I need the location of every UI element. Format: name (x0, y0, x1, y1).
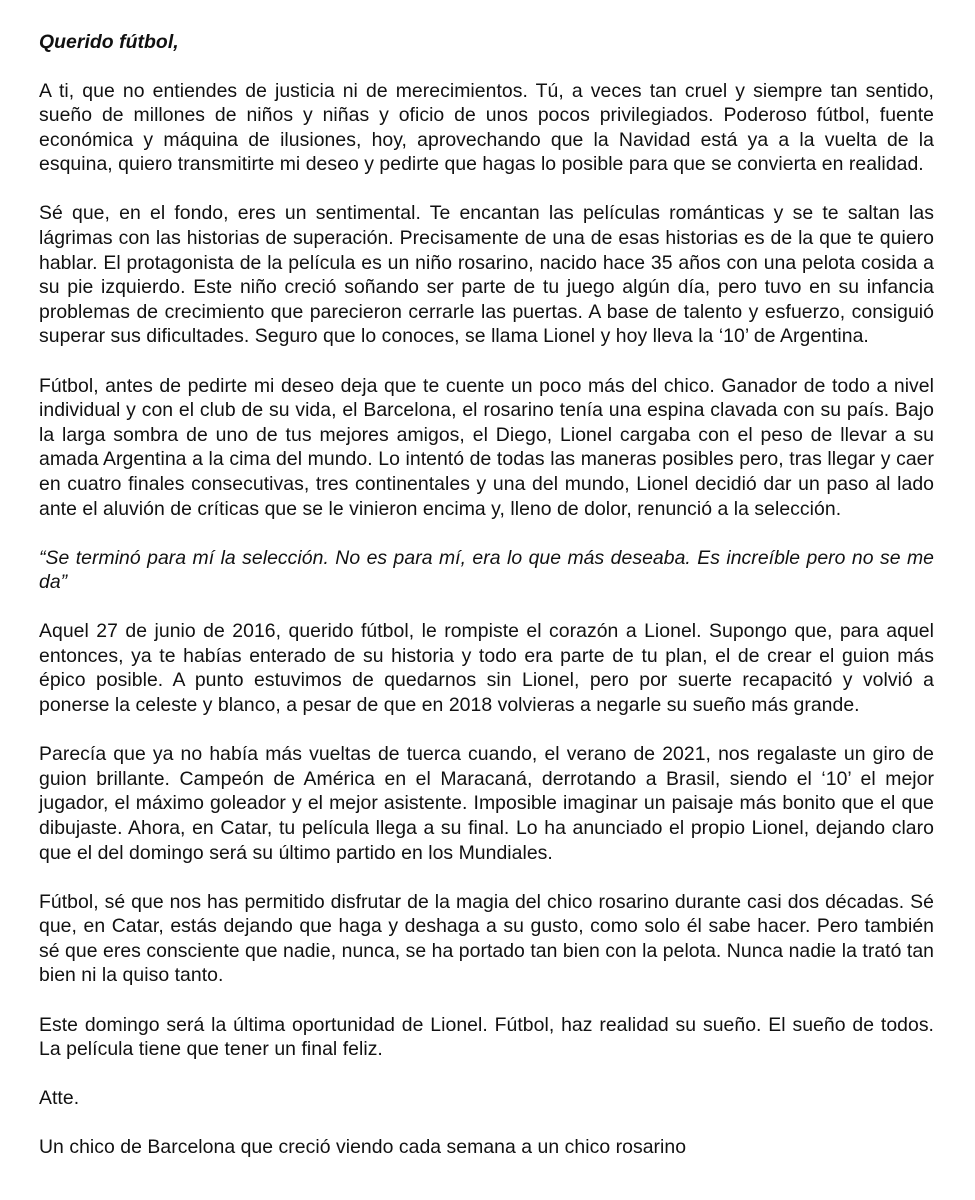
paragraph-wish: Este domingo será la última oportunidad de Lionel. Fútbol, haz realidad su sueño. El sueño de todos. La película tiene que tener un final feliz. (39, 1013, 934, 1061)
signature: Un chico de Barcelona que creció viendo cada semana a un chico rosarino (39, 1136, 687, 1159)
paragraph-2016: Aquel 27 de junio de 2016, querido fútbol, le rompiste el corazón a Lionel. Supongo que, para aquel entonces, ya te habías enterado de su historia y todo era parte de tu plan, el de crear el guion más épico posible. A punto estuvimos de quedarnos sin Lionel, pero por suerte recapacitó y volvió a ponerse la celeste y blanco, a pesar de que en 2018 volvieras a negarle su sueño más grande. (39, 620, 934, 717)
letter (39, 30, 934, 1160)
closing: Atte. (39, 1087, 80, 1110)
paragraph-story: Sé que, en el fondo, eres un sentimental. Te encantan las películas románticas y se te saltan las lágrimas con las historias de superación. Precisamente de una de esas historias es de la que te quiero hablar. El protagonista de la película es un niño rosarino, nacido hace 35 años con una pelota cosida a su pie izquierdo. Este niño creció soñando ser parte de tu juego algún día, pero tuvo en su infancia problemas de crecimiento que parecieron cerrarle las puertas. A base de talento y esfuerzo, consiguió superar sus dificultades. Seguro que lo conoces, se llama Lionel y hoy lleva la ‘10’ de Argentina. (39, 202, 934, 348)
paragraph-intro: A ti, que no entiendes de justicia ni de merecimientos. Tú, a veces tan cruel y siempre tan sentido, sueño de millones de niños y niñas y oficio de unos pocos privilegiados. Poderoso fútbol, fuente económica y máquina de ilusiones, hoy, aprovechando que la Navidad está ya a la vuelta de la esquina, quiero transmitirte mi deseo y pedirte que hagas lo posible para que se convierta en realidad. (39, 79, 934, 176)
paragraph-2021: Parecía que ya no había más vueltas de tuerca cuando, el verano de 2021, nos regalaste un giro de guion brillante. Campeón de América en el Maracaná, derrotando a Brasil, siendo el ‘10’ el mejor jugador, el máximo goleador y el mejor asistente. Imposible imaginar un paisaje más bonito que el que dibujaste. Ahora, en Catar, tu película llega a su final. Lo ha anunciado el propio Lionel, dejando claro que el del domingo será su último partido en los Mundiales. (39, 743, 934, 864)
paragraph-catar: Fútbol, sé que nos has permitido disfrutar de la magia del chico rosarino durante casi dos décadas. Sé que, en Catar, estás dejando que haga y deshaga a su gusto, como solo él sabe hacer. Pero también sé que eres consciente que nadie, nunca, se ha portado tan bien con la pelota. Nunca nadie la trató tan bien ni la quiso tanto. (39, 890, 934, 987)
paragraph-background: Fútbol, antes de pedirte mi deseo deja que te cuente un poco más del chico. Ganador de todo a nivel individual y con el club de su vida, el Barcelona, el rosarino tenía una espina clavada con su país. Bajo la larga sombra de uno de tus mejores amigos, el Diego, Lionel cargaba con el peso de llevar a su amada Argentina a la cima del mundo. Lo intentó de todas las maneras posibles pero, tras llegar y caer en cuatro finales consecutivas, tres continentales y una del mundo, Lionel decidió dar un paso al lado ante el aluvión de críticas que se le vinieron encima y, lleno de dolor, renunció a la selección. (39, 374, 934, 520)
quote: “Se terminó para mí la selección. No es para mí, era lo que más deseaba. Es increíble pero no se me da” (39, 546, 934, 594)
salutation: Querido fútbol, (39, 31, 179, 53)
